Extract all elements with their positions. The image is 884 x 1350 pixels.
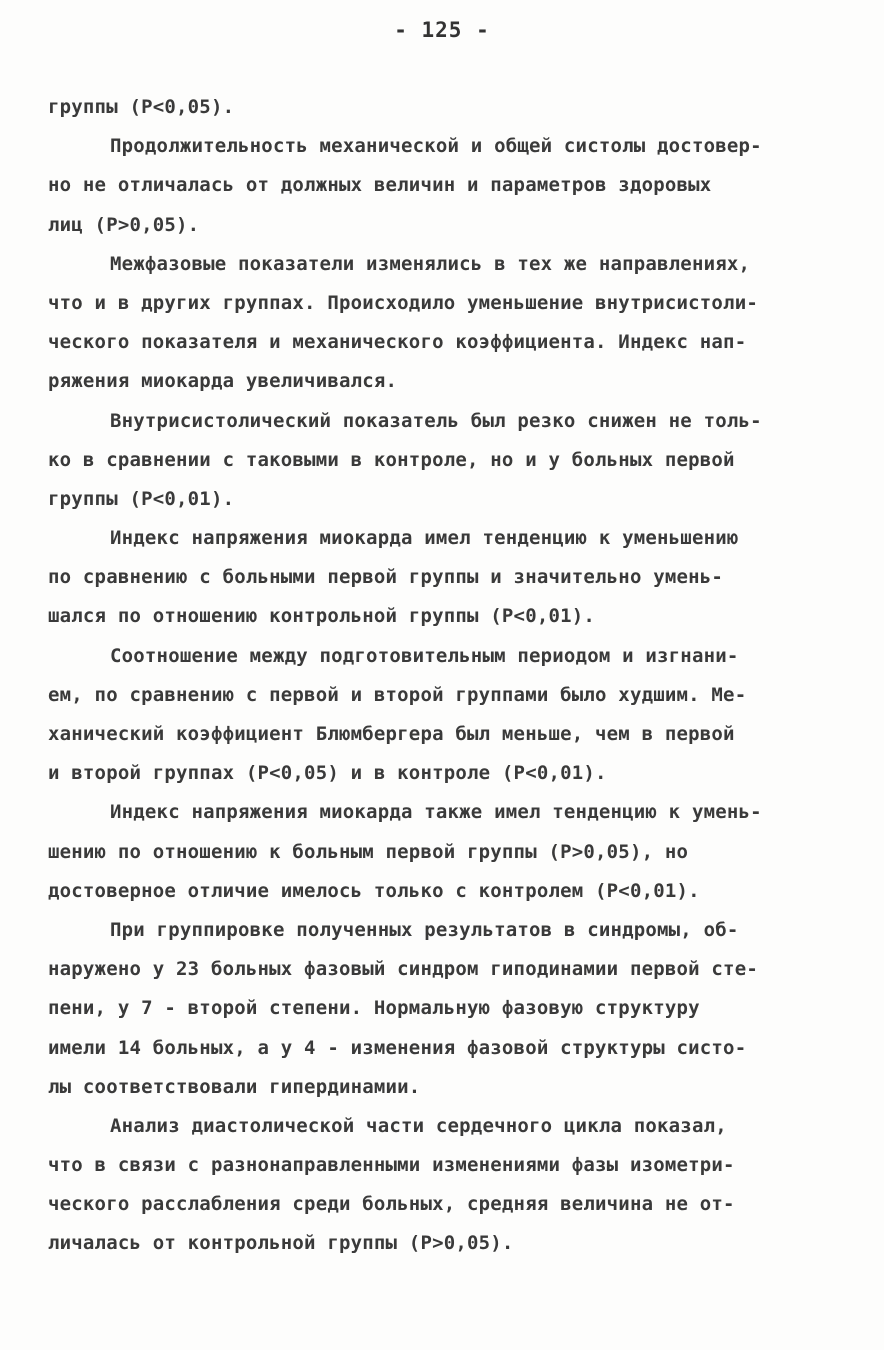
text-line: что и в других группах. Происходило уменьшение внутрисистоли- bbox=[48, 291, 758, 314]
text-line: пени, у 7 - второй степени. Нормальную фазовую структуру bbox=[48, 997, 700, 1020]
text-line: личалась от контрольной группы (Р>0,05). bbox=[48, 1232, 514, 1255]
text-line: Продолжительность механической и общей систолы достовер- bbox=[110, 135, 762, 158]
text-line: Межфазовые показатели изменялись в тех же направлениях, bbox=[110, 252, 751, 275]
text-line: шался по отношению контрольной группы (Р<0,01). bbox=[48, 605, 596, 628]
text-line: При группировке полученных результатов в синдромы, об- bbox=[110, 918, 739, 941]
text-line: и второй группах (Р<0,05) и в контроле (Р<0,01). bbox=[48, 762, 607, 785]
text-line: ряжения миокарда увеличивался. bbox=[48, 370, 398, 393]
text-line: ко в сравнении с таковыми в контроле, но и у больных первой bbox=[48, 448, 735, 471]
text-line: Анализ диастолической части сердечного цикла показал, bbox=[110, 1114, 727, 1137]
text-line: лиц (Р>0,05). bbox=[48, 213, 200, 236]
text-line: ческого расслабления среди больных, средняя величина не от- bbox=[48, 1193, 735, 1216]
page-number: - 125 - bbox=[394, 18, 490, 42]
text-line: Соотношение между подготовительным периодом и изгнани- bbox=[110, 644, 739, 667]
text-line: имели 14 больных, а у 4 - изменения фазовой структуры систо- bbox=[48, 1036, 747, 1059]
text-line: что в связи с разнонаправленными изменениями фазы изометри- bbox=[48, 1154, 735, 1177]
text-line: но не отличалась от должных величин и параметров здоровых bbox=[48, 174, 712, 197]
text-line: лы соответствовали гипердинамии. bbox=[48, 1075, 421, 1098]
body-text bbox=[48, 88, 848, 1264]
text-line: ханический коэффициент Блюмбергера был меньше, чем в первой bbox=[48, 723, 735, 745]
text-line: шению по отношению к больным первой группы (Р>0,05), но bbox=[48, 840, 689, 863]
text-line: группы (Р<0,05). bbox=[48, 96, 235, 118]
text-line: достоверное отличие имелось только с контролем (Р<0,01). bbox=[48, 879, 700, 902]
text-line: группы (Р<0,01). bbox=[48, 487, 235, 510]
text-line: Индекс напряжения миокарда также имел тенденцию к умень- bbox=[110, 801, 762, 824]
text-line: Внутрисистолический показатель был резко снижен не толь- bbox=[110, 409, 762, 432]
text-line: по сравнению с больными первой группы и значительно умень- bbox=[48, 566, 724, 589]
text-line: ческого показателя и механического коэффициента. Индекс нап- bbox=[48, 331, 747, 354]
text-line: ем, по сравнению с первой и второй группами было худшим. Ме- bbox=[48, 683, 747, 706]
text-line: Индекс напряжения миокарда имел тенденцию к уменьшению bbox=[110, 527, 739, 550]
text-line: наружено у 23 больных фазовый синдром гиподинамии первой сте- bbox=[48, 958, 758, 981]
